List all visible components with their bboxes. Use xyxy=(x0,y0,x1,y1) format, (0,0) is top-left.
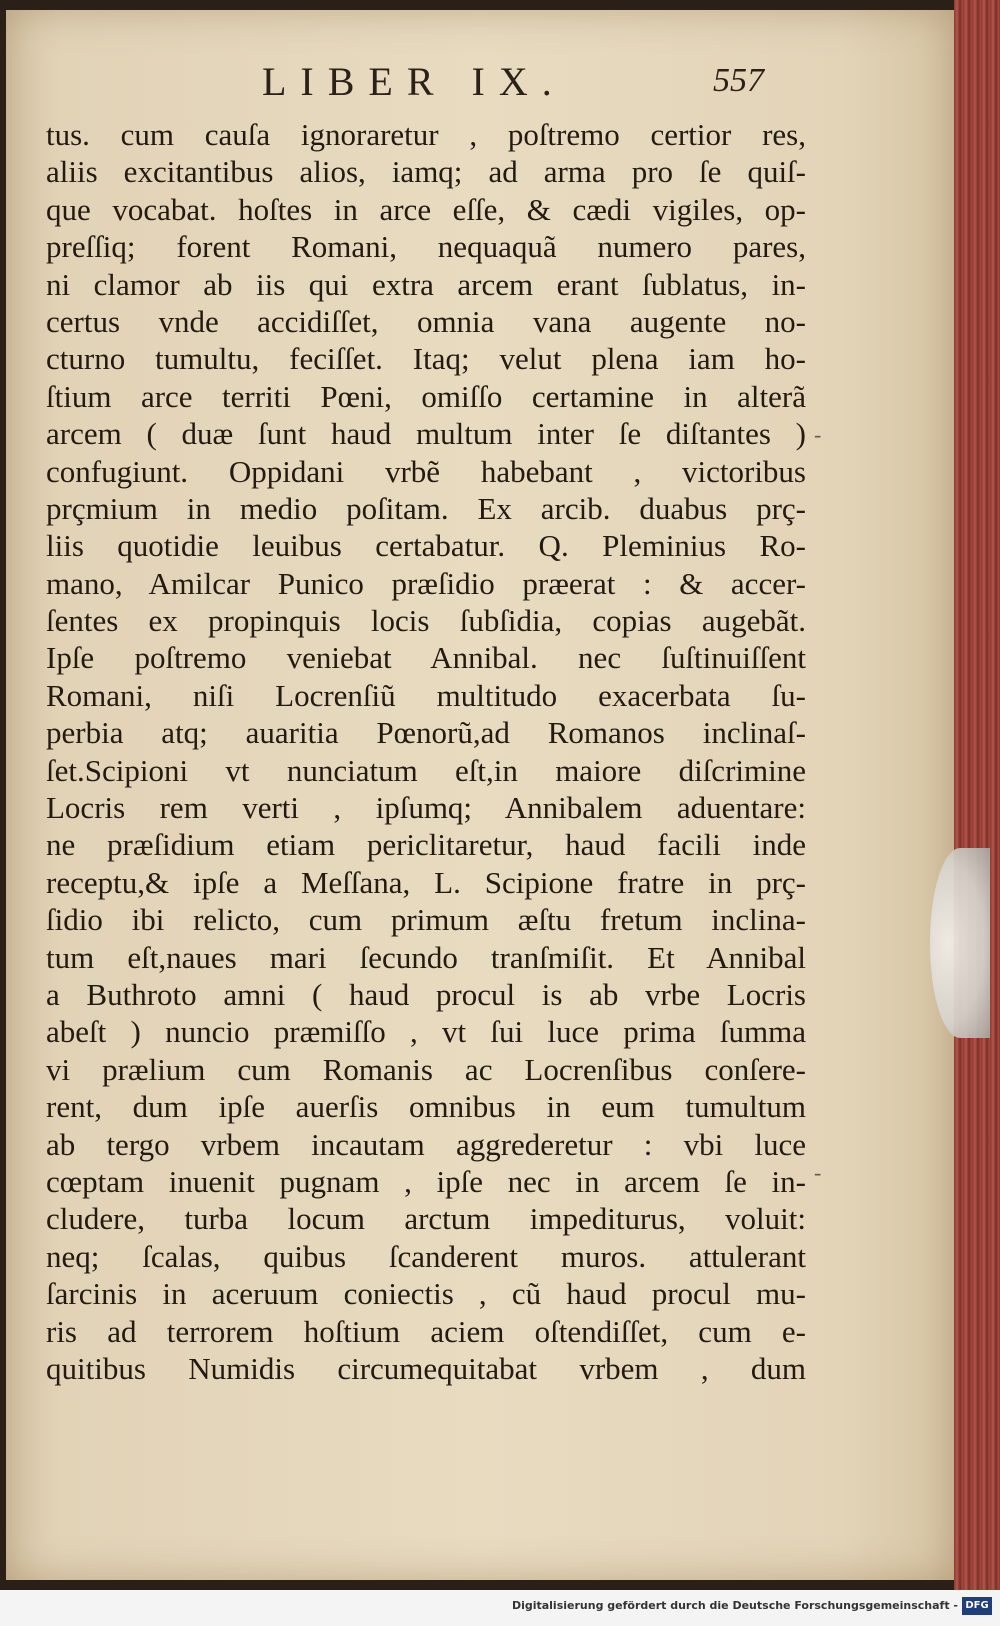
text-line: arcem ( duæ ſunt haud multum inter ſe diſtantes ) xyxy=(46,416,806,452)
text-line: Ipſe poſtremo veniebat Annibal. nec ſuſtinuiſſent xyxy=(46,640,806,676)
text-line: ne præſidium etiam periclitaretur, haud facili inde xyxy=(46,827,806,863)
text-line: ſet.Scipioni vt nunciatum eſt,in maiore diſcrimine xyxy=(46,752,806,788)
page-header xyxy=(262,58,764,108)
text-line: ſidio ibi relicto, cum primum æſtu fretum inclina- xyxy=(46,902,806,938)
text-line: tum eſt,naues mari ſecundo tranſmiſit. Et Annibal xyxy=(46,939,806,975)
text-line: quitibus Numidis circumequitabat vrbem , dum xyxy=(46,1350,806,1386)
text-line: tus. cum cauſa ignoraretur , poſtremo certior res, xyxy=(46,117,806,152)
page-number: 557 xyxy=(713,62,764,99)
text-line: ris ad terrorem hoſtium aciem oſtendiſſet, cum e- xyxy=(46,1313,806,1349)
text-line: rent, dum ipſe auerſis omnibus in eum tumultum xyxy=(46,1089,806,1125)
text-line: perbia atq; auaritia Pœnorũ,ad Romanos inclinaſ- xyxy=(46,715,806,751)
text-line: confugiunt. Oppidani vrbẽ habebant , victoribus xyxy=(46,453,806,489)
body-text xyxy=(46,116,806,1387)
text-line: prçmium in medio poſitam. Ex arcib. duabus prç- xyxy=(46,490,806,526)
text-line: preſſiq; forent Romani, nequaquã numero pares, xyxy=(46,229,806,265)
running-title: LIBER IX. xyxy=(262,59,566,104)
text-line: cœptam inuenit pugnam , ipſe nec in arcem ſe in- xyxy=(46,1163,806,1199)
text-line: receptu,& ipſe a Meſſana, L. Scipione fratre in prç- xyxy=(46,864,806,900)
dfg-logo: DFG xyxy=(962,1597,992,1615)
text-line: neq; ſcalas, quibus ſcanderent muros. attulerant xyxy=(46,1238,806,1274)
text-line: ni clamor ab iis qui extra arcem erant ſublatus, in- xyxy=(46,266,806,302)
digitization-footer xyxy=(0,1590,1000,1626)
text-line: certus vnde accidiſſet, omnia vana augente no- xyxy=(46,303,806,339)
text-line: que vocabat. hoſtes in arce eſſe, & cædi vigiles, op- xyxy=(46,191,806,227)
page-edges xyxy=(954,0,1000,1590)
text-line: Romani, niſi Locrenſiũ multitudo exacerbata ſu- xyxy=(46,677,806,713)
text-line: abeſt ) nuncio præmiſſo , vt ſui luce prima ſumma xyxy=(46,1014,806,1050)
margin-mark: - xyxy=(814,1160,822,1185)
text-line: cturno tumultu, feciſſet. Itaq; velut plena iam ho- xyxy=(46,341,806,377)
funding-credit: Digitalisierung gefördert durch die Deutsche Forschungsgemeinschaft - xyxy=(511,1599,958,1612)
margin-mark: - xyxy=(814,422,822,447)
text-line: aliis excitantibus alios, iamq; ad arma pro ſe quiſ- xyxy=(46,154,806,190)
text-line: vi prælium cum Romanis ac Locrenſibus conſere- xyxy=(46,1051,806,1087)
text-line: mano, Amilcar Punico præſidio præerat : & accer- xyxy=(46,565,806,601)
text-line: a Buthroto amni ( haud procul is ab vrbe Locris xyxy=(46,976,806,1012)
text-line: liis quotidie leuibus certabatur. Q. Pleminius Ro- xyxy=(46,528,806,564)
text-line: ſarcinis in aceruum coniectis , cũ haud procul mu- xyxy=(46,1276,806,1312)
text-line: Locris rem verti , ipſumq; Annibalem aduentare: xyxy=(46,790,806,826)
book-page xyxy=(6,10,954,1580)
text-line: cludere, turba locum arctum impediturus, voluit: xyxy=(46,1201,806,1237)
text-line: ſtium arce territi Pœni, omiſſo certamine in alterã xyxy=(46,378,806,414)
text-line: ſentes ex propinquis locis ſubſidia, copias augebãt. xyxy=(46,603,806,639)
page-clip xyxy=(930,848,990,1038)
text-line: ab tergo vrbem incautam aggrederetur : vbi luce xyxy=(46,1126,806,1162)
